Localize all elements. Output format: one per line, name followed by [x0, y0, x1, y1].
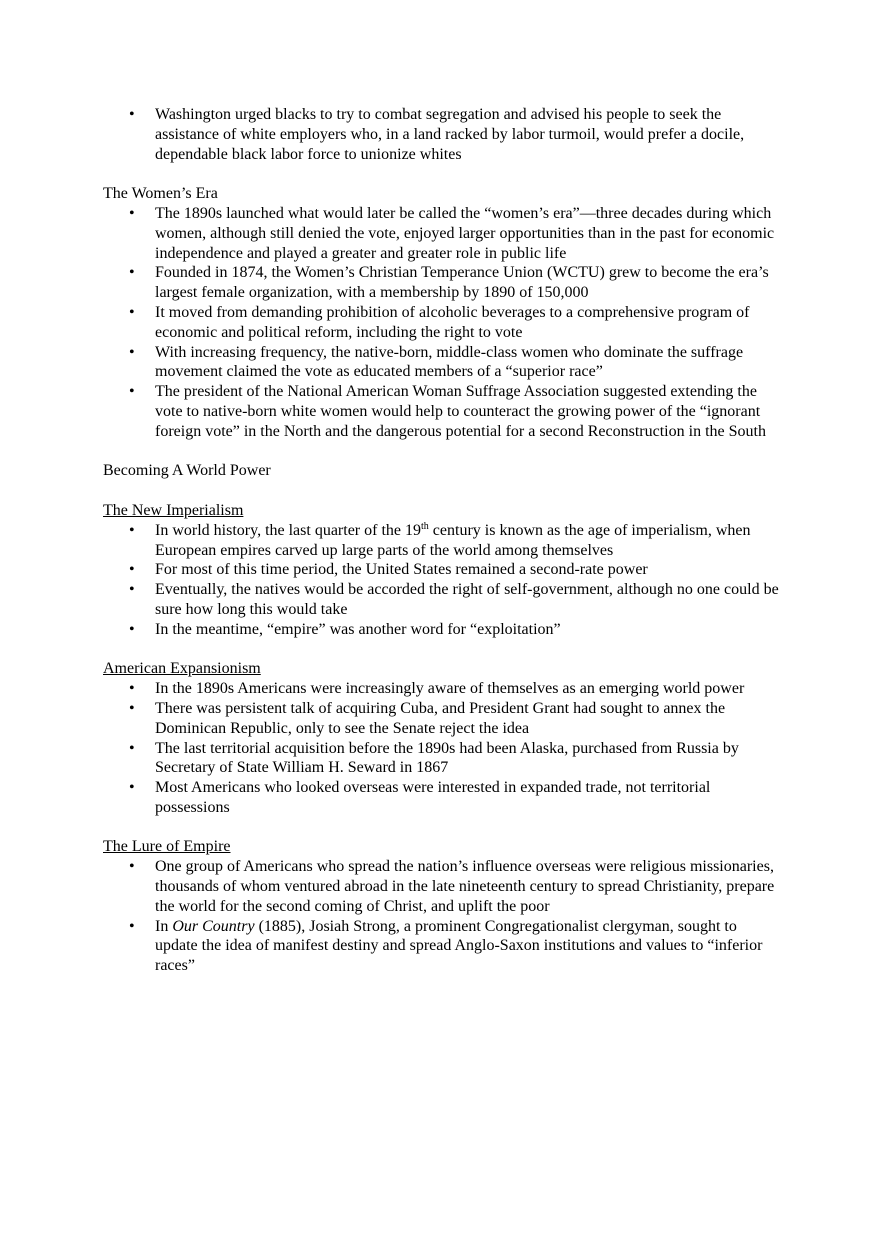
list-item	[103, 343, 783, 383]
section-heading-womens-era: The Women’s Era	[103, 185, 218, 203]
list-item	[103, 560, 783, 580]
list-item-text: In Our Country (1885), Josiah Strong, a prominent Congregationalist clergyman, sought to update the idea of manifest destiny and spread Anglo-Saxon institutions and values to “inferior races”	[155, 917, 763, 975]
bullet-icon: •	[129, 581, 135, 599]
list-item-text: For most of this time period, the United States remained a second-rate power	[155, 561, 648, 579]
list-item-text: In world history, the last quarter of the 19th century is known as the age of imperialism, when European empires carved up large parts of the world among themselves	[155, 520, 751, 559]
section-heading-lure-of-empire: The Lure of Empire	[103, 838, 231, 856]
list-item-text: It moved from demanding prohibition of alcoholic beverages to a comprehensive program of economic and political reform, including the right to vote	[155, 303, 750, 341]
bullet-icon: •	[129, 699, 135, 717]
list-item	[103, 382, 783, 441]
list-item	[103, 620, 783, 640]
bullet-icon: •	[129, 343, 135, 361]
list-item-text: With increasing frequency, the native-born, middle-class women who dominate the suffrage movement claimed the vote as educated members of a “superior race”	[155, 343, 744, 381]
list-item-text: Most Americans who looked overseas were interested in expanded trade, not territorial possessions	[155, 779, 711, 816]
list-item	[103, 580, 783, 620]
section-heading-world-power: Becoming A World Power	[103, 462, 271, 480]
lure-of-empire-list	[103, 857, 783, 976]
intro-list	[103, 105, 783, 164]
list-item-text: Washington urged blacks to try to combat segregation and advised his people to seek the assistance of white employers who, in a land racked by labor turmoil, would prefer a docile, dependable black labor force to unionize whites	[155, 106, 745, 163]
list-item-text: Founded in 1874, the Women’s Christian Temperance Union (WCTU) grew to become the era’s largest female organization, with a membership by 1890 of 150,000	[155, 264, 769, 302]
list-item	[103, 521, 783, 561]
list-item	[103, 739, 783, 779]
list-item	[103, 679, 783, 699]
bullet-icon: •	[129, 858, 135, 876]
list-item-text: In the 1890s Americans were increasingly aware of themselves as an emerging world power	[155, 680, 745, 698]
list-item	[103, 204, 783, 263]
womens-era-list	[103, 204, 783, 442]
section-heading-american-expansionism: American Expansionism	[103, 660, 261, 678]
list-item	[103, 303, 783, 343]
list-item-text: In the meantime, “empire” was another word for “exploitation”	[155, 620, 561, 638]
bullet-icon: •	[129, 204, 135, 222]
list-item	[103, 105, 783, 164]
list-item-text: One group of Americans who spread the nation’s influence overseas were religious missionaries, thousands of whom ventured abroad in the late nineteenth century to spread Christianity, prepare the world for the second coming of Christ, and uplift the poor	[155, 858, 775, 915]
list-item-text: The 1890s launched what would later be called the “women’s era”—three decades during which women, although still denied the vote, enjoyed larger opportunities than in the past for economic independence and played a greater and greater role in public life	[155, 204, 775, 262]
american-expansionism-list	[103, 679, 783, 818]
bullet-icon: •	[129, 561, 135, 579]
list-item-text: There was persistent talk of acquiring Cuba, and President Grant had sought to annex the Dominican Republic, only to see the Senate reject the idea	[155, 699, 726, 737]
superscript: th	[421, 520, 429, 532]
bullet-icon: •	[129, 264, 135, 282]
new-imperialism-list	[103, 521, 783, 640]
bullet-icon: •	[129, 917, 135, 935]
bullet-icon: •	[129, 779, 135, 797]
bullet-icon: •	[129, 620, 135, 638]
list-item	[103, 778, 783, 818]
bullet-icon: •	[129, 303, 135, 321]
list-item	[103, 263, 783, 303]
section-heading-new-imperialism: The New Imperialism	[103, 501, 244, 519]
bullet-icon: •	[129, 383, 135, 401]
list-item	[103, 857, 783, 916]
list-item-text: The president of the National American Woman Suffrage Association suggested extending the vote to native-born white women would help to counteract the growing power of the “ignorant foreign vote” in the North and the dangerous potential for a second Reconstruction in the South	[155, 383, 766, 440]
bullet-icon: •	[129, 680, 135, 698]
document-body	[103, 105, 783, 976]
list-item-text: Eventually, the natives would be accorded the right of self-government, although no one could be sure how long this would take	[155, 581, 779, 618]
list-item-text: The last territorial acquisition before the 1890s had been Alaska, purchased from Russia by Secretary of State William H. Seward in 1867	[155, 739, 739, 777]
bullet-icon: •	[129, 739, 135, 757]
list-item	[103, 699, 783, 739]
book-title: Our Country	[172, 917, 255, 935]
bullet-icon: •	[129, 521, 135, 539]
bullet-icon: •	[129, 106, 135, 123]
list-item	[103, 917, 783, 976]
